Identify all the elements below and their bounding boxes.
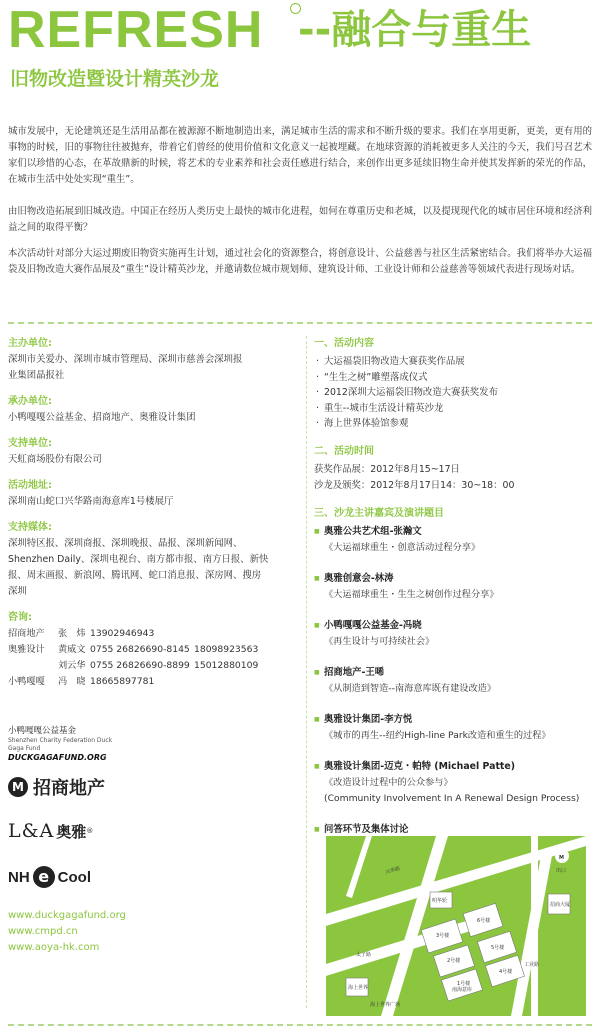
speaker-name: ■ 奥雅创意会-林涛 (314, 571, 594, 587)
contact-row (8, 658, 298, 674)
contact-tel: 0755 26826690-8899 (90, 660, 190, 671)
right-column (314, 336, 594, 853)
road-6 (346, 836, 372, 898)
cm-logo-text: 招商地产 (33, 778, 105, 799)
url-cmpd[interactable]: www.cmpd.cn (8, 926, 78, 937)
speaker-item (314, 524, 594, 556)
support-block (8, 436, 298, 468)
host-block (8, 336, 298, 384)
contact-mobile (194, 626, 284, 642)
cm-mark-icon: M (8, 777, 28, 797)
divider-bottom (8, 1024, 592, 1026)
header (8, 0, 598, 100)
map-label: 6号楼 (477, 918, 491, 924)
list-item: · 重生--城市生活设计精英沙龙 (314, 401, 594, 417)
co-label: 承办单位: (8, 396, 52, 407)
contact-mobile: 15012880109 (194, 660, 259, 671)
venue-text: 深圳南山蛇口兴华路南海意库1号楼展厅 (8, 496, 174, 507)
host-label: 主办单位: (8, 338, 52, 349)
contact-row (8, 674, 298, 690)
aoya-logo (8, 816, 93, 846)
contact-block (8, 610, 298, 690)
map-label: 3号楼 (436, 933, 450, 939)
speaker-item (314, 618, 594, 650)
list-item: · 海上世界体验馆参观 (314, 416, 594, 432)
speaker-topic: 《大运福球重生・生生之树创作过程分享》 (324, 588, 499, 600)
section-title: 二、活动时间 (314, 445, 374, 457)
duck-logo-cn: 小鸭嘎嘎公益基金 (8, 726, 77, 736)
activity-content-section (314, 336, 594, 432)
url-duckgagafund[interactable]: www.duckgagafund.org (8, 910, 126, 921)
intro-paragraph-1: 城市发展中，无论建筑还是生活用品都在被源源不断地制造出来，满足城市生活的需求和不断升级的要求。我们在享用更新，更美，更有用的事物的时候，旧的事物往往被抛弃，带着它们曾经的使用价值和文化意义一起被埋藏。在地球资源的消耗被更多人关注的今天，我们号召艺术家们以珍惜的心态，在革故鼎新的时候，将艺术的专业素养和社会责任感进行结合，来创作出更多延续旧物生命并使其发挥新的荣光的作品，在城市生活中处处实现“重生”。 (8, 126, 592, 185)
metro-label: M (559, 855, 564, 861)
contact-org: 小鸭嘎嘎 (8, 676, 45, 687)
speaker-name: ■ 奥雅设计集团-李方悦 (314, 712, 594, 728)
map-label: 1号楼 (457, 981, 471, 987)
contact-row (8, 626, 298, 642)
contact-name: 冯 晓 (58, 676, 86, 687)
speaker-name: ■ 奥雅设计集团-迈克・帕特 (Michael Patte) (314, 759, 594, 775)
contact-org (8, 658, 58, 674)
speaker-topic: 《改造设计过程中的公众参与》 (324, 776, 453, 788)
support-label: 支持单位: (8, 438, 52, 449)
speaker-item (314, 759, 594, 807)
divider-top (8, 322, 592, 324)
map-graphic (326, 836, 586, 1016)
speaker-item (314, 571, 594, 603)
speaker-name: ■ 问答环节及集体讨论 (314, 822, 594, 838)
contact-tel: 13902946943 (90, 628, 155, 639)
venue-block (8, 478, 298, 510)
contact-row (8, 642, 298, 658)
map-label: 招商大厦 (550, 902, 571, 908)
speaker-item (314, 712, 594, 744)
aoya-text: 奥雅 (56, 822, 87, 841)
map-label: 出口 (556, 868, 567, 874)
duck-logo-url: DUCKGAGAFUND.ORG (8, 753, 107, 762)
time-item: 沙龙及颁奖：2012年8月17日14：30~18：00 (314, 479, 515, 491)
nh-text: NH (8, 868, 30, 886)
contact-org: 奥雅设计 (8, 644, 45, 655)
speaker-name: ■ 小鸭嘎嘎公益基金-冯晓 (314, 618, 594, 634)
host-text: 深圳市关爱办、深圳市城市管理局、深圳市慈善会深圳报业集团晶报社 (8, 354, 243, 381)
speaker-topic: 《城市的再生--纽约High-line Park改造和重生的过程》 (324, 729, 551, 741)
section-title: 三、沙龙主讲嘉宾及演讲题目 (314, 507, 444, 519)
media-text: 深圳特区报、深圳商报、深圳晚报、晶报、深圳新闻网、Shenzhen Daily、深圳电视台、南方都市报、南方日报、新快报、周末画报、新浪网、腾讯网、蛇口消息报、深房网、搜房深圳 (8, 538, 269, 597)
venue-label: 活动地址: (8, 480, 52, 491)
contact-tel: 0755 26826690-8145 (90, 644, 190, 655)
map-label: 明华轮 (432, 898, 448, 904)
speaker-topic: 《大运福球重生・创意活动过程分享》 (324, 541, 481, 553)
speaker-name: ■ 招商地产-王唏 (314, 665, 594, 681)
contact-mobile (194, 674, 284, 690)
left-column (8, 336, 298, 700)
map-label: 南海意库 (452, 987, 473, 993)
nh-cool-logo (8, 862, 91, 892)
map-label: 海上世界广场 (370, 1002, 401, 1008)
map-label: 太子路 (356, 952, 372, 958)
url-list (8, 908, 126, 956)
activity-time-section (314, 444, 594, 494)
speaker-topic: 《从制造到智造--南海意库既有建设改造》 (324, 682, 497, 694)
contact-name: 张 炜 (58, 628, 86, 639)
contact-tel: 18665897781 (90, 676, 155, 687)
map-label: 5号楼 (491, 945, 505, 951)
co-text: 小鸭嘎嘎公益基金、招商地产、奥雅设计集团 (8, 412, 196, 423)
contact-name: 黄威文 (58, 644, 86, 655)
contact-label: 咨询: (8, 612, 32, 623)
subtitle: 旧物改造暨设计精英沙龙 (10, 68, 220, 90)
road-5 (531, 836, 538, 1016)
map-label: 兴华路 (384, 865, 401, 876)
duck-logo-en: Shenzhen Charity Federation Duck Gaga Fund (8, 737, 113, 752)
co-block (8, 394, 298, 426)
registered-mark: ® (86, 827, 94, 835)
map-label: 4号楼 (499, 969, 513, 975)
speakers-section (314, 506, 594, 838)
venue-map (326, 836, 586, 1016)
map-label: 2号楼 (447, 958, 461, 964)
url-aoya[interactable]: www.aoya-hk.com (8, 942, 100, 953)
e-circle-icon: e (33, 866, 55, 888)
speaker-item (314, 665, 594, 697)
china-merchants-logo (8, 772, 105, 802)
contact-mobile: 18098923563 (194, 644, 259, 655)
list-item: · 2012深圳大运福袋旧物改造大赛获奖发布 (314, 385, 594, 401)
title-cn: --融合与重生 (298, 7, 532, 53)
map-label: 海上世界 (348, 985, 369, 991)
column-divider (306, 336, 307, 1008)
duck-gaga-logo (8, 726, 118, 762)
section-title: 一、活动内容 (314, 338, 374, 349)
list-item: · “生生之树”雕塑落成仪式 (314, 370, 594, 386)
speaker-topic: (Community Involvement In A Renewal Design Process) (324, 792, 580, 804)
title-en: REFRESH (8, 1, 264, 59)
support-text: 天虹商场股份有限公司 (8, 454, 102, 465)
map-label: 工业路 (524, 962, 540, 968)
list-item: · 大运福袋旧物改造大赛获奖作品展 (314, 354, 594, 370)
lea-text: L&A (8, 820, 55, 842)
time-item: 获奖作品展：2012年8月15~17日 (314, 463, 460, 475)
intro-paragraph-2: 由旧物改造拓展到旧城改造。中国正在经历人类历史上最快的城市化进程，如何在尊重历史和老城，以及提现现代化的城市居住环境和经济利益之间的取得平衡？ (8, 206, 592, 233)
speaker-name: ■ 奥雅公共艺术组-张瀚文 (314, 524, 594, 540)
intro-paragraph-3: 本次活动针对部分大运过期废旧物资实施再生计划，通过社会化的资源整合，将创意设计、公益慈善与社区生活紧密结合。我们将举办大运福袋及旧物改造大赛作品展及“重生”设计精英沙龙，并邀请数位城市规划师、建筑设计师、工业设计师和公益慈善等领域代表进行现场对话。 (8, 248, 592, 275)
media-label: 支持媒体: (8, 522, 52, 533)
cool-text: Cool (57, 868, 91, 886)
contact-name: 刘云华 (58, 660, 86, 671)
media-block (8, 520, 298, 600)
contact-org: 招商地产 (8, 628, 45, 639)
speaker-topic: 《再生设计与可持续社会》 (324, 635, 435, 647)
